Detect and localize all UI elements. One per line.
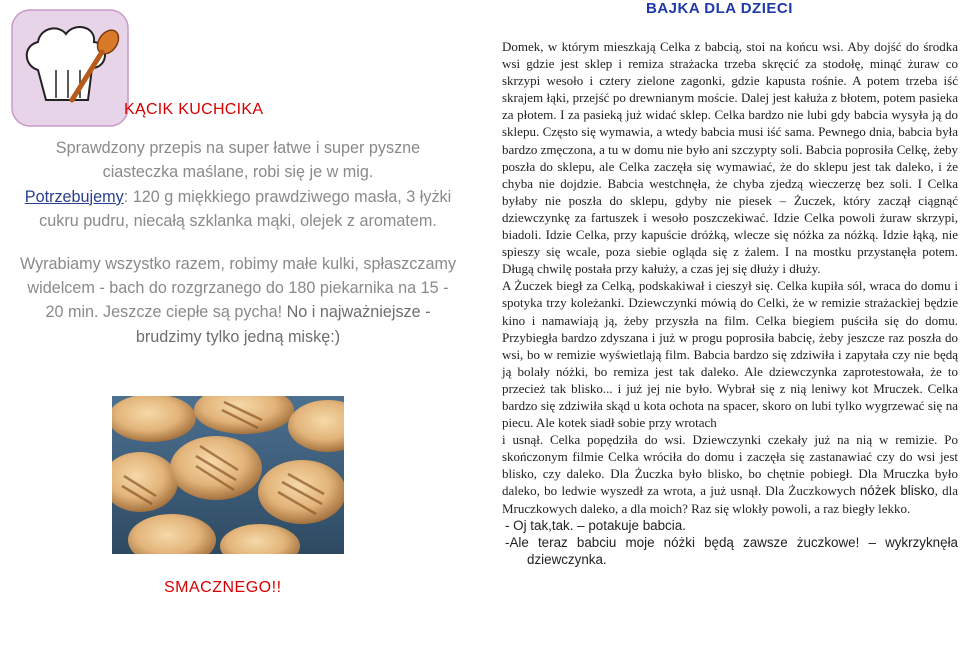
story-title: BAJKA DLA DZIECI [646, 0, 793, 17]
story-paragraph-2: A Żuczek biegł za Celką, podskakiwał i cieszył się. Celka kupiła sól, wraca do domu i spotyka trzy koleżanki. Dziewczynki mówią do Celki, że w remizie strażackiej będzie kino i namawiają ją, żeby przyszła na film. Celka biegiem puściła się do domu. Przybiegła bardzo zdyszana i już w progu poprosiła babcię, żeby jeszcze raz poszła do wsi, bo w remizie wyświetlają film. Babcia bardzo się zdziwiła i zapytała czy nie będą ją bolały nóżki, bo remiza jest tak daleko. Ale dziewczynka zaprotestowała, że to przecież tak blisko... i już jej nie było. Wybrał się z nią leniwy kot Mruczek. Celka bardzo się zdziwiła skąd u kota ochota na spacer, skoro on lubi tylko wygrzewać się na piecu. Ale kotek siadł sobie przy wrotach [502, 278, 958, 431]
recipe-ingredients [18, 185, 458, 234]
dialog-line-2: -Ale teraz babciu moje nóżki będą zawsze żuczkowe! – wykrzyknęła dziewczynka. [505, 534, 958, 567]
story-part-3c: , dla Mruczkowych daleko, a dla moich? Raz się wlokły powoli, a raz biegły lekko. [502, 483, 958, 516]
story-part-3a: i usnął. Celka popędziła do wsi. Dziewczynki czekały już na nią w remizie. Po skończonym filmie Celka wróciła do domu i zaczęła się zastanawiać czy do wsi jest blisko, czy daleko. Dla Żuczka było blisko, bo chętnie pobiegł. Dla Mruczka było daleko, bo ledwie wyszedł za wrota, a już usnął. Dla Żuczkowych [502, 432, 958, 499]
method-end: No i najważniejsze - brudzimy tylko jedną miskę:) [135, 303, 431, 346]
story-text [502, 38, 958, 568]
story-part-3b: nóżek blisko [859, 483, 935, 499]
cookies-photo [112, 396, 344, 554]
story-column [480, 0, 960, 654]
method-text: Wyrabiamy wszystko razem, robimy małe kulki, spłaszczamy widelcem - bach do rozgrzanego do 180 piekarnika na 15 - 20 min. Jeszcze ciepłe są pycha! [19, 254, 457, 322]
needs-label: Potrzebujemy [24, 187, 124, 206]
recipe-method [18, 252, 458, 350]
recipe-intro: Sprawdzony przepis na super łatwe i super pyszne ciasteczka maślane, robi się je w mig. [55, 139, 421, 182]
closing-text: SMACZNEGO!! [164, 579, 282, 596]
story-paragraph-3 [502, 431, 958, 516]
chef-hat-spoon-icon [10, 8, 130, 128]
section-title: KĄCIK KUCHCIKA [124, 101, 264, 118]
story-paragraph-1: Domek, w którym mieszkają Celka z babcią, stoi na końcu wsi. Aby dojść do środka wsi gdzie jest sklep i remiza strażacka trzeba skręcić za stodołę, minąć żuraw co skrzypi wesoło i cztery zielone zagonki, gdzie kapusta rośnie. A potem trzeba iść skrajem łąki, przejść po drewnianym moście. Dalej jest kałuża z błotem, potem pasieka za płotem. I za pasieką już widać sklep. Celka bardzo nie lubi gdy babcia wysyła ją do sklepu. Często się wymawia, a wtedy babcia musi iść sama. Pewnego dnia, babcia była bardzo zmęczona, a tu w domu nie było ani szczypty soli. Babcia poprosiła Celkę, żeby poszła do sklepu, ale Celka zaczęła się wymawiać, że do sklepu jest tak daleko, i że chyba nie dojdzie. Babcia westchnęła, że chyba zjedzą wieczerzę bez soli. I Celka byłaby nie poszła do sklepu, gdyby nie piesek – Żuczek, który zaczął ciągnąć dziewczynkę za fartuszek i wesoło poszczekiwać. Idzie Celka powoli żuraw skrzypi, biadoli. Idzie Celka, przy kapuście dróżką, wlecze się nóżka za nóżką. Idzie łąką, nie spieszy się wcale, poza siebie ogląda się z żalem. I na mostku przystanęła potem. Długą chwilę postała przy kałuży, a czas jej się dłuży i dłuży. [502, 39, 958, 277]
dialog-line-1: - Oj tak,tak. – potakuje babcia. [505, 517, 686, 533]
needs-text: : 120 g miękkiego prawdziwego masła, 3 łyżki cukru pudru, niecałą szklanka mąki, olejek z aromatem. [39, 187, 452, 231]
recipe-text [18, 136, 458, 349]
